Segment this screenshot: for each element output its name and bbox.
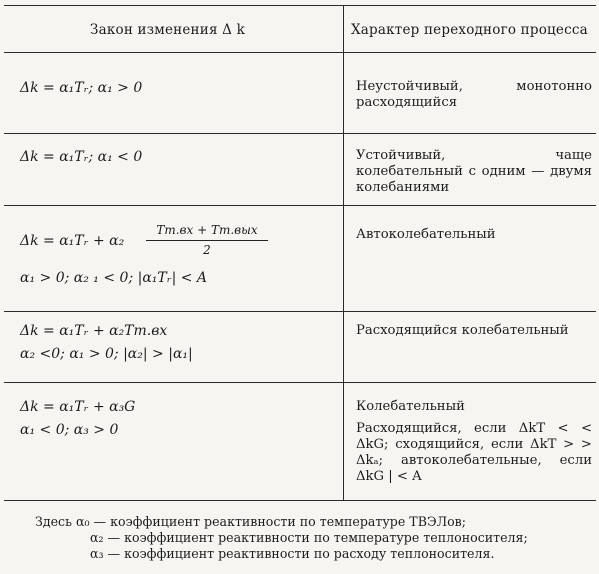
row-1-formula: Δk = α₁Tᵣ; α₁ > 0 [20, 80, 143, 96]
row-5-condition: α₁ < 0; α₃ > 0 [20, 422, 119, 438]
row-5-description-extra: Расходящийся, если ΔkT < < ΔkG; сходящийся, если ΔkT > > Δkₐ; автоколебательные, если ΔkG | < A [356, 421, 592, 484]
row-1-description: Неустойчивый, монотонно расходящийся [356, 79, 592, 110]
table-top-border [4, 5, 596, 6]
row-2-formula: Δk = α₁Tᵣ; α₁ < 0 [20, 149, 143, 165]
row-divider-3 [4, 311, 596, 312]
note-line-2: α₂ — коэффициент реактивности по температуре теплоносителя; [90, 530, 528, 545]
row-3-condition: α₁ > 0; α₂ ₁ < 0; |α₁Tᵣ| < A [20, 270, 208, 286]
row-3-description: Автоколебательный [356, 227, 496, 242]
row-divider-4 [4, 382, 596, 383]
row-5-formula: Δk = α₁Tᵣ + α₃G [20, 399, 136, 415]
row-3-fraction-bar [146, 240, 268, 241]
row-3-formula: Δk = α₁Tᵣ + α₂ [20, 233, 125, 249]
row-3-fraction-numerator: Tт.вх + Tт.вых [156, 223, 258, 237]
header-divider [4, 52, 596, 53]
note-line-1: Здесь α₀ — коэффициент реактивности по температуре ТВЭЛов; [35, 514, 467, 529]
row-divider-2 [4, 205, 596, 206]
row-divider-1 [4, 133, 596, 134]
row-2-description: Устойчивый, чаще колебательный с одним — двумя колебаниями [356, 148, 592, 195]
row-4-description: Расходящийся колебательный [356, 323, 569, 338]
note-line-3: α₃ — коэффициент реактивности по расходу теплоносителя. [90, 546, 495, 561]
row-3-fraction-denominator: 2 [203, 243, 211, 257]
header-character: Характер переходного процесса [351, 22, 588, 38]
row-4-formula: Δk = α₁Tᵣ + α₂Tт.вх [20, 323, 168, 339]
column-divider [343, 5, 344, 501]
table-bottom-border [4, 500, 596, 501]
header-law: Закон изменения Δ k [90, 22, 245, 38]
row-5-description: Колебательный [356, 399, 465, 414]
row-4-condition: α₂ <0; α₁ > 0; |α₂| > |α₁| [20, 346, 193, 362]
